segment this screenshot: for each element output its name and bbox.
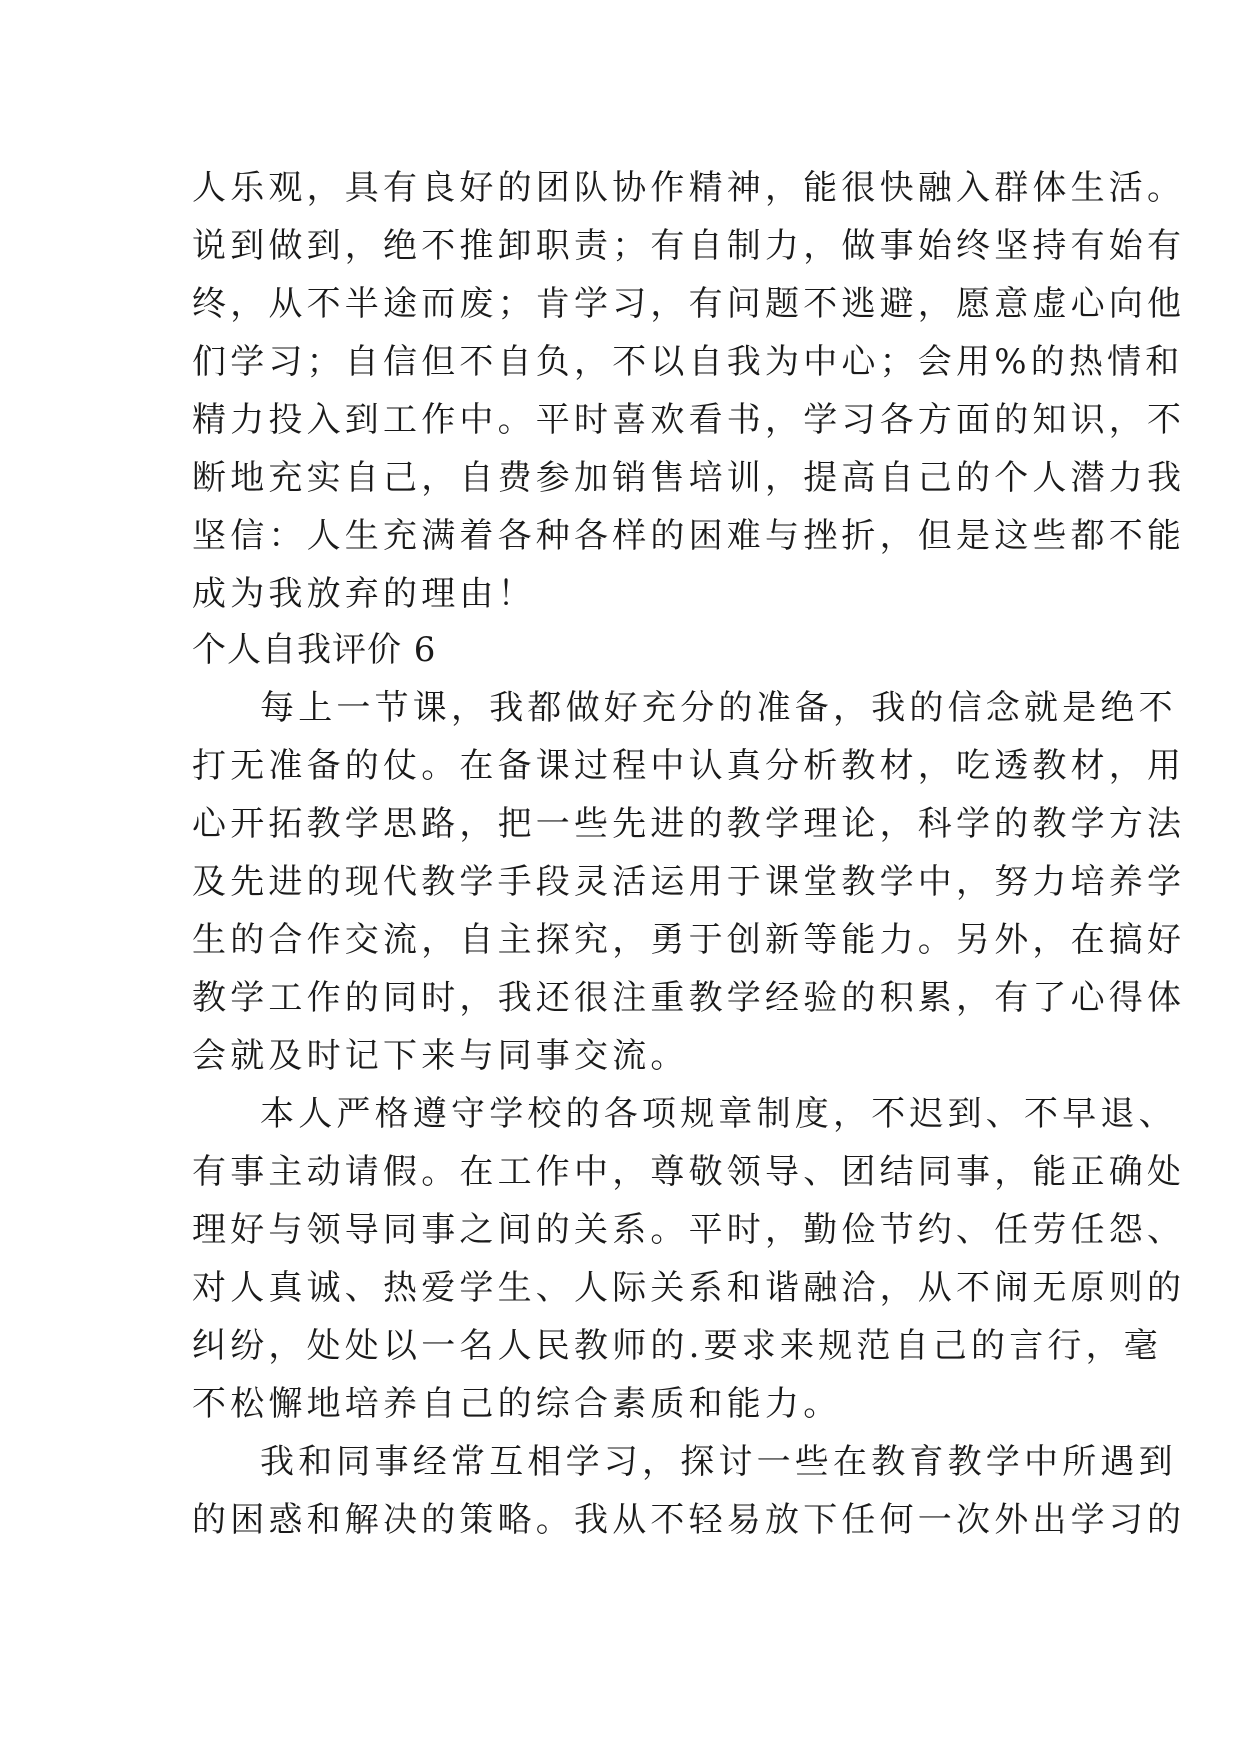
text-line: 理好与领导同事之间的关系。平时，勤俭节约、任劳任怨、 xyxy=(192,1210,1186,1250)
text-line: 有事主动请假。在工作中，尊敬领导、团结同事，能正确处 xyxy=(192,1152,1186,1192)
text-line: 会就及时记下来与同事交流。 xyxy=(192,1036,689,1076)
text-line: 断地充实自己，自费参加销售培训，提高自己的个人潜力我 xyxy=(192,458,1186,498)
text-line: 打无准备的仗。在备课过程中认真分析教材，吃透教材，用 xyxy=(192,746,1186,786)
text-line: 坚信：人生充满着各种各样的困难与挫折，但是这些都不能 xyxy=(192,516,1186,556)
text-line: 不松懈地培养自己的综合素质和能力。 xyxy=(192,1384,842,1424)
text-line: 的困惑和解决的策略。我从不轻易放下任何一次外出学习的 xyxy=(192,1500,1186,1540)
text-line: 终，从不半途而废；肯学习，有问题不逃避，愿意虚心向他 xyxy=(192,284,1186,324)
text-line: 对人真诚、热爱学生、人际关系和谐融洽，从不闹无原则的 xyxy=(192,1268,1186,1308)
text-line: 心开拓教学思路，把一些先进的教学理论，科学的教学方法 xyxy=(192,804,1186,844)
paragraph-first-line: 本人严格遵守学校的各项规章制度，不迟到、不早退、 xyxy=(260,1094,1177,1134)
text-line: 及先进的现代教学手段灵活运用于课堂教学中，努力培养学 xyxy=(192,862,1186,902)
text-line: 生的合作交流，自主探究，勇于创新等能力。另外，在搞好 xyxy=(192,920,1186,960)
text-line: 成为我放弃的理由！ xyxy=(192,574,536,614)
text-line: 精力投入到工作中。平时喜欢看书，学习各方面的知识，不 xyxy=(192,400,1186,440)
text-line: 教学工作的同时，我还很注重教学经验的积累，有了心得体 xyxy=(192,978,1186,1018)
text-line: 说到做到，绝不推卸职责；有自制力，做事始终坚持有始有 xyxy=(192,226,1186,266)
text-line: 人乐观，具有良好的团队协作精神，能很快融入群体生活。 xyxy=(192,168,1186,208)
paragraph-first-line: 我和同事经常互相学习，探讨一些在教育教学中所遇到 xyxy=(260,1442,1177,1482)
text-line: 们学习；自信但不自负，不以自我为中心；会用%的热情和 xyxy=(192,342,1184,382)
section-heading: 个人自我评价 6 xyxy=(192,630,437,670)
paragraph-first-line: 每上一节课，我都做好充分的准备，我的信念就是绝不 xyxy=(260,688,1177,728)
text-line: 纠纷，处处以一名人民教师的.要求来规范自己的言行，毫 xyxy=(192,1326,1163,1366)
